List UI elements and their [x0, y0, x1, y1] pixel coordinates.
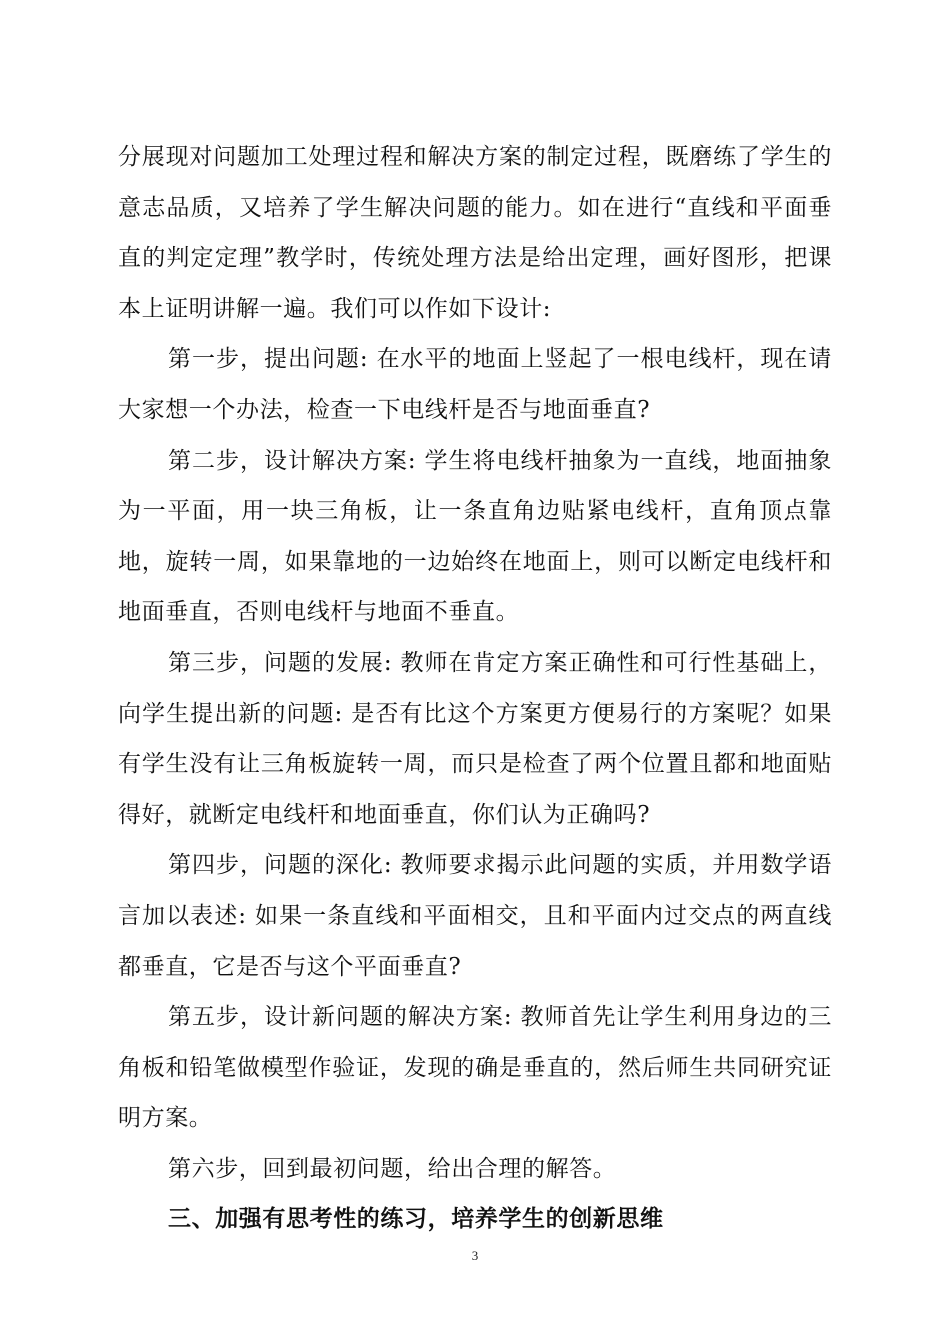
paragraph-step-1: 第一步，提出问题: 在水平的地面上竖起了一根电线杆，现在请大家想一个办法，检查一下电线杆是否与地面垂直?	[118, 346, 832, 423]
paragraph-continuation: 分展现对问题加工处理过程和解决方案的制定过程，既磨练了学生的意志品质，又培养了学生解决问题的能力。如在进行“直线和平面垂直的判定定理”教学时，传统处理方法是给出定理，画好图形，把课本上证明讲解一遍。我们可以作如下设计:	[118, 144, 832, 322]
paragraph-step-5: 第五步，设计新问题的解决方案: 教师首先让学生利用身边的三角板和铅笔做模型作验证，发现的确是垂直的，然后师生共同研究证明方案。	[118, 1004, 832, 1132]
paragraph-step-4: 第四步，问题的深化: 教师要求揭示此问题的实质，并用数学语言加以表述: 如果一条直线和平面相交，且和平面内过交点的两直线都垂直，它是否与这个平面垂直?	[118, 852, 832, 980]
page-body	[118, 132, 832, 1245]
paragraph-step-2: 第二步，设计解决方案: 学生将电线杆抽象为一直线，地面抽象为一平面，用一块三角板，让一条直角边贴紧电线杆，直角顶点靠地，旋转一周，如果靠地的一边始终在地面上，则可以断定电线杆和地面垂直，否则电线杆与地面不垂直。	[118, 447, 832, 626]
section-heading: 三、加强有思考性的练习，培养学生的创新思维	[168, 1205, 664, 1233]
paragraph-step-3: 第三步，问题的发展: 教师在肯定方案正确性和可行性基础上，向学生提出新的问题: 是否有比这个方案更方便易行的方案呢？如果有学生没有让三角板旋转一周，而只是检查了两个位置且都和地面贴得好，就断定电线杆和地面垂直，你们认为正确吗?	[118, 649, 832, 828]
paragraph-step-6: 第六步，回到最初问题，给出合理的解答。	[168, 1155, 617, 1182]
page-number: 3	[471, 1248, 479, 1263]
